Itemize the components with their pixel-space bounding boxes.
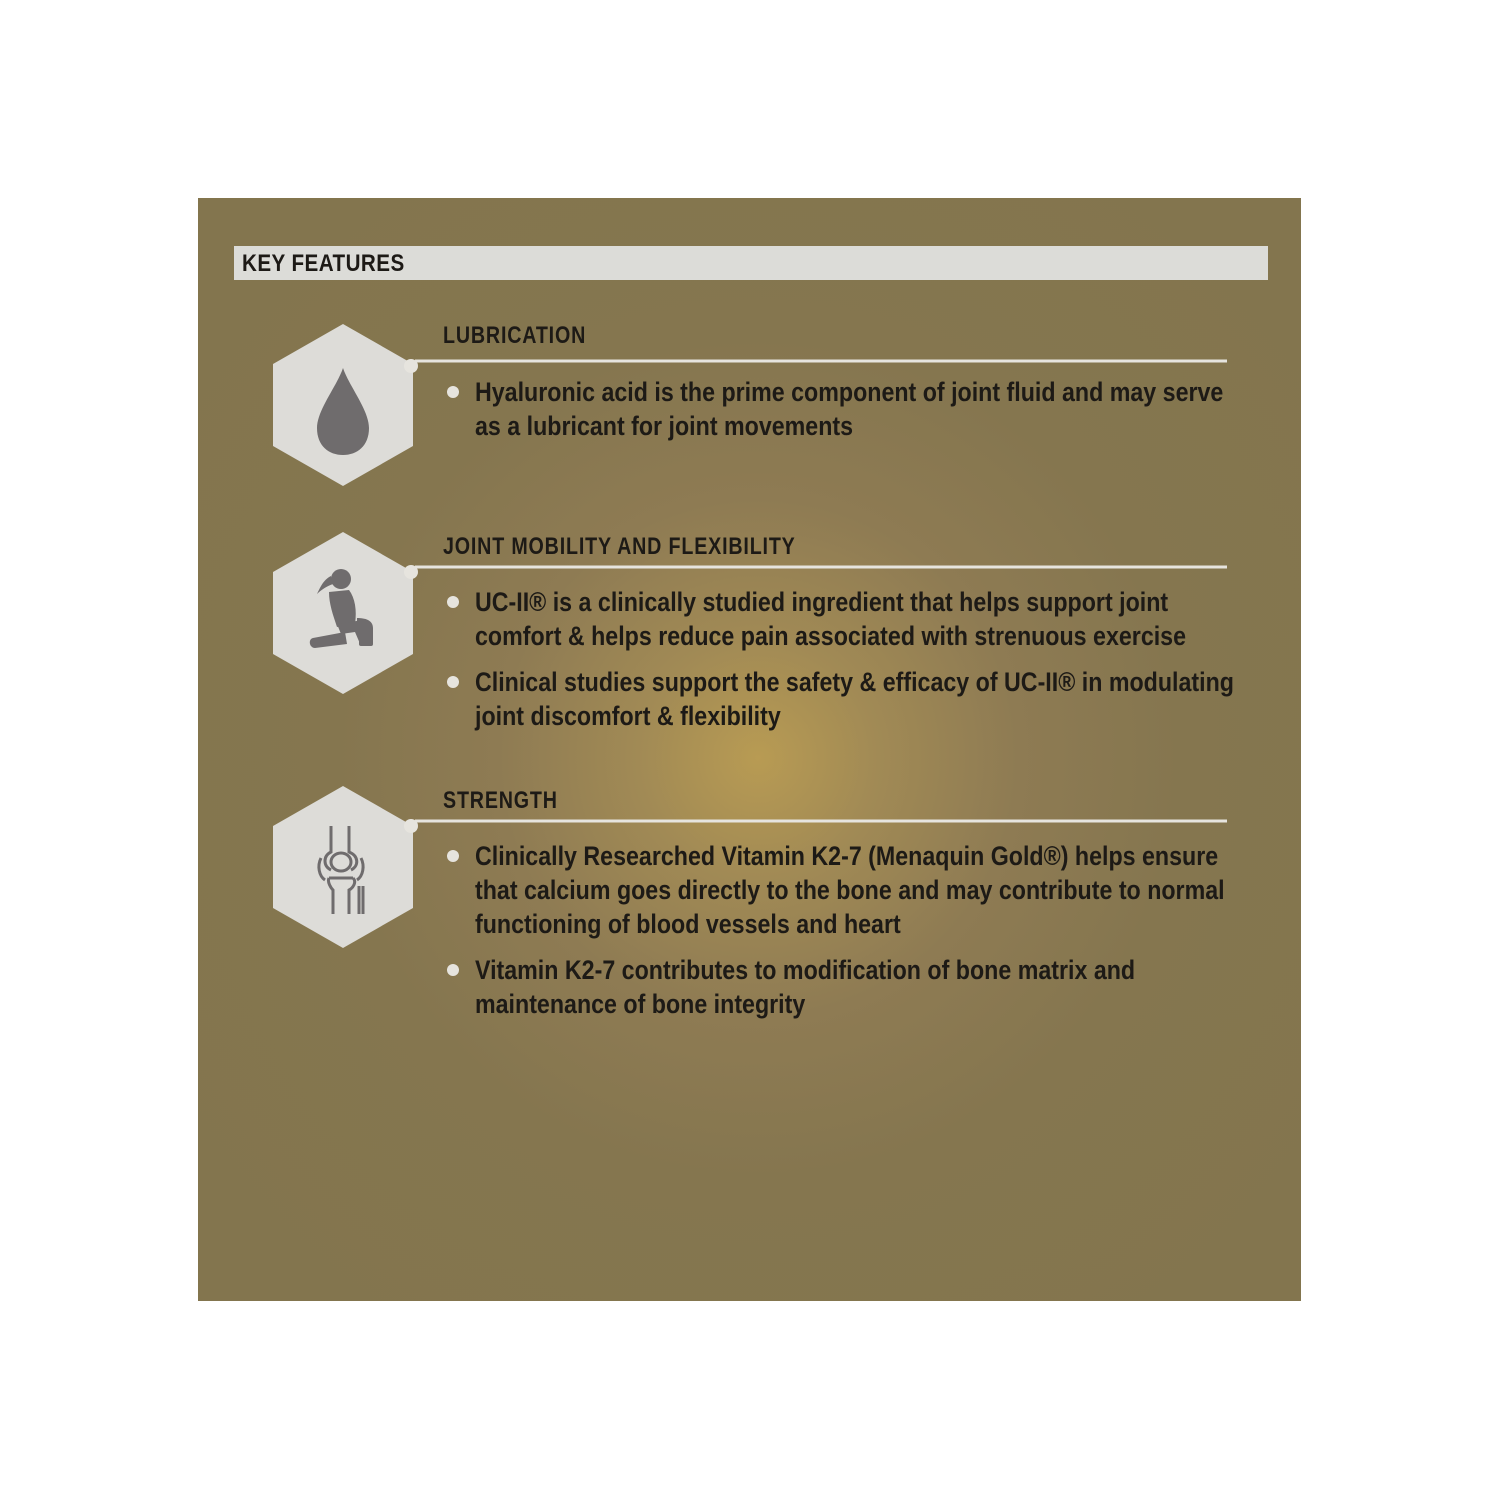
header-bar bbox=[234, 246, 1268, 280]
list-item: Clinically Researched Vitamin K2-7 (Menaquin Gold®) helps ensure that calcium goes directly to the bone and may contribute to normal functioning of blood vessels and heart bbox=[443, 839, 1233, 941]
feature-title-joint-mobility: JOINT MOBILITY AND FLEXIBILITY bbox=[443, 533, 796, 560]
key-features-panel bbox=[198, 198, 1301, 1301]
divider-line bbox=[401, 356, 1227, 376]
bullet-dot bbox=[447, 596, 459, 608]
feature-title-strength: STRENGTH bbox=[443, 787, 558, 814]
feature-bullets bbox=[443, 839, 1233, 1033]
bullet-dot bbox=[447, 386, 459, 398]
list-item: Hyaluronic acid is the prime component of joint fluid and may serve as a lubricant for joint movements bbox=[443, 375, 1233, 443]
header-title: KEY FEATURES bbox=[242, 250, 405, 277]
bullet-dot bbox=[447, 850, 459, 862]
feature-bullets bbox=[443, 585, 1233, 745]
list-item: Vitamin K2-7 contributes to modification of bone matrix and maintenance of bone integrity bbox=[443, 953, 1233, 1021]
drop-icon bbox=[273, 324, 413, 486]
divider-line bbox=[401, 816, 1227, 836]
feature-title-lubrication: LUBRICATION bbox=[443, 322, 587, 349]
list-item: UC-II® is a clinically studied ingredient that helps support joint comfort & helps reduce pain associated with strenuous exercise bbox=[443, 585, 1233, 653]
exercise-person-icon bbox=[273, 532, 413, 694]
feature-bullets bbox=[443, 375, 1233, 455]
knee-joint-icon bbox=[273, 786, 413, 948]
divider-line bbox=[401, 562, 1227, 582]
list-item: Clinical studies support the safety & efficacy of UC-II® in modulating joint discomfort & flexibility bbox=[443, 665, 1233, 733]
bullet-dot bbox=[447, 676, 459, 688]
bullet-dot bbox=[447, 964, 459, 976]
